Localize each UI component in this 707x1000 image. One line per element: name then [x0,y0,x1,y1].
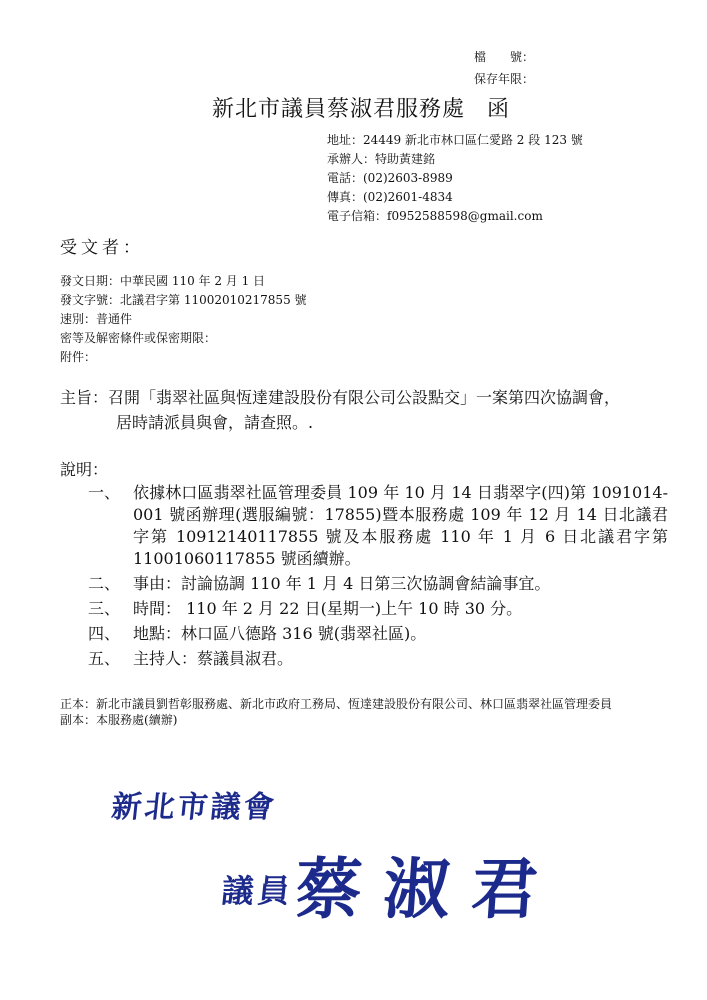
seal-signature-name: 蔡淑君 [292,851,563,928]
copy-recipients [60,713,660,727]
item-number: 四、 [88,624,121,643]
retention-label: 保存年限： [474,72,535,86]
list-item [88,573,668,595]
main-recipients [60,697,660,711]
seal-organization: 新北市議會 [109,790,279,825]
recipient-label: 受文者： [60,238,144,258]
item-text: 主持人：蔡議員淑君。 [133,649,294,668]
subject-line-1: 主旨：召開「翡翠社區與恆達建設股份有限公司公設點交」一案第四次協調會， [60,388,621,407]
copy-recipients-label: 副本： [60,713,97,727]
speed-class: 速別：普通件 [60,312,133,326]
item-text: 依據林口區翡翠社區管理委員 109 年 10 月 14 日翡翠字(四)第 1091014-001 號函辦理(選服編號：17855)暨本服務處 109 年 12 月 14 日北議君字第 10912140117855 號及本服務處 110 年 1 月 6 日北議君字第 11001060117855 號函續辦。 [133,483,668,568]
main-recipients-label: 正本： [60,697,97,711]
item-text: 時間： 110 年 2 月 22 日(星期一)上午 10 時 30 分。 [133,599,523,618]
distribution-block [60,697,660,729]
security-level: 密等及解密條件或保密期限： [60,331,217,345]
item-number: 三、 [88,599,121,618]
address: 地址：24449 新北市林口區仁愛路 2 段 123 號 [327,133,583,147]
doc-type: 函 [487,97,511,122]
copy-recipients-value: 本服務處(續辦) [96,713,178,727]
description-list [88,482,668,673]
contact-block [327,133,583,228]
item-number: 五、 [88,649,121,668]
item-number: 二、 [88,574,121,593]
phone: 電話：(02)2603-8989 [327,171,453,185]
subject [60,387,660,433]
issue-date: 發文日期：中華民國 110 年 2 月 1 日 [60,274,266,288]
email[interactable]: 電子信箱：f0952588598@gmail.com [327,209,543,223]
fax: 傳真：(02)2601-4834 [327,190,453,204]
item-text: 事由：討論協調 110 年 1 月 4 日第三次協調會結論事宜。 [133,574,551,593]
file-info [474,50,534,94]
list-item [88,623,668,645]
meta-block [60,274,307,369]
subject-line-2: 居時請派員與會，請查照。. [116,413,314,432]
item-number: 一、 [88,483,121,502]
office-name: 新北市議員蔡淑君服務處 [212,97,466,122]
list-item [88,482,668,570]
description-heading: 說明： [60,460,109,479]
main-recipients-value: 新北市議員劉哲彰服務處、新北市政府工務局、恆達建設股份有限公司、林口區翡翠社區管理委員 [96,697,613,711]
list-item [88,648,668,670]
seal-rank: 議員 [219,872,296,910]
handler: 承辦人：特助黃建銘 [327,152,436,166]
attachment: 附件： [60,350,97,364]
file-number-label: 檔 號： [474,50,535,64]
document-title [212,92,510,123]
item-text: 地點：林口區八德路 316 號(翡翠社區)。 [133,624,427,643]
list-item [88,598,668,620]
document-number: 發文字號：北議君字第 11002010217855 號 [60,293,307,307]
